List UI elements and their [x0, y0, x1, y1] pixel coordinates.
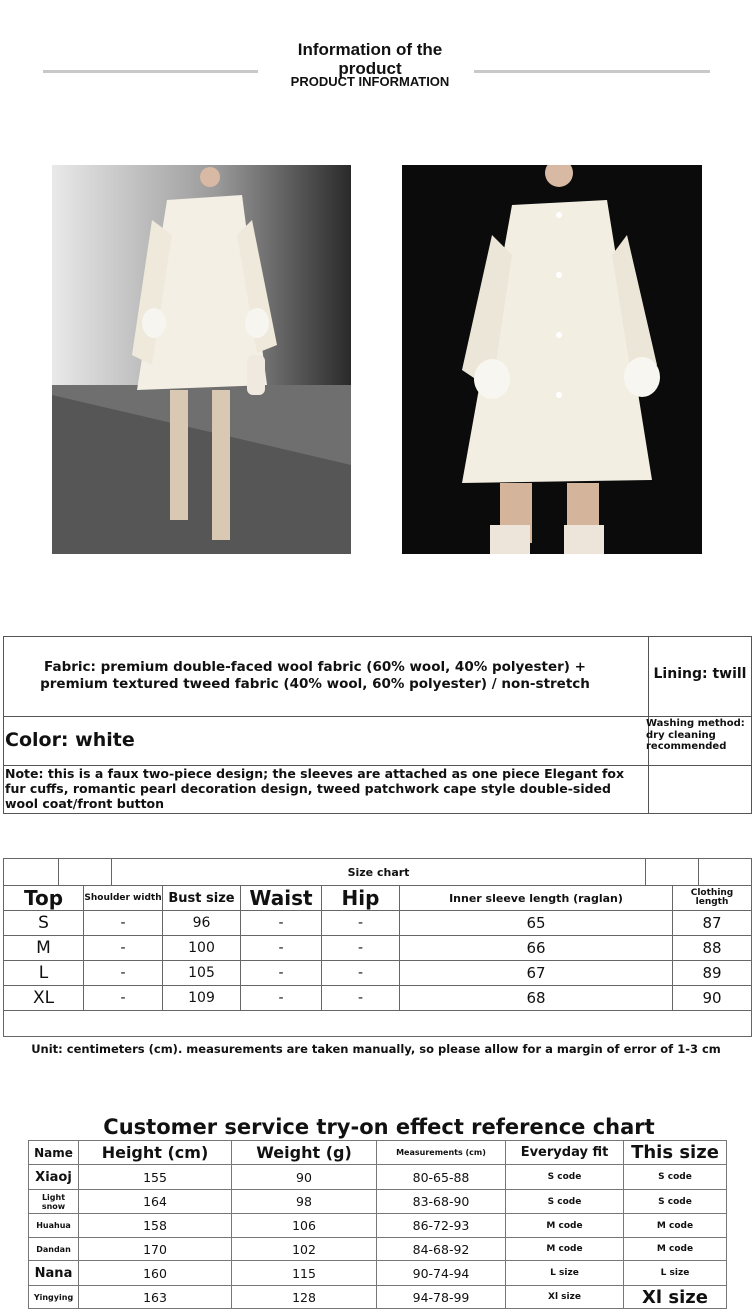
info-lining: Lining: twill [653, 666, 747, 682]
tryon-cell-measurements: 86-72-93 [376, 1213, 506, 1238]
size-col-waist: Waist [240, 885, 322, 911]
tryon-cell-height: 163 [78, 1285, 232, 1309]
size-cell-sleeve: 67 [399, 960, 673, 986]
size-cell-size: M [3, 935, 84, 961]
size-cell-bust: 109 [162, 985, 241, 1011]
tryon-cell-weight: 106 [231, 1213, 377, 1238]
size-cell-length: 90 [672, 985, 752, 1011]
size-cell-shoulder: - [83, 960, 163, 986]
tryon-cell-name: Dandan [28, 1237, 79, 1261]
tryon-cell-everyday-fit: S code [505, 1164, 624, 1190]
tryon-cell-weight: 115 [231, 1260, 377, 1286]
tryon-cell-everyday-fit: Xl size [505, 1285, 624, 1309]
size-cell-shoulder: - [83, 935, 163, 961]
tryon-col-height: Height (cm) [78, 1140, 232, 1165]
info-color: Color: white [5, 729, 135, 751]
tryon-cell-height: 160 [78, 1260, 232, 1286]
tryon-cell-measurements: 94-78-99 [376, 1285, 506, 1309]
tryon-title: Customer service try-on effect reference chart [103, 1115, 655, 1139]
size-cell-hip: - [321, 935, 400, 961]
page-title: Information of the product [297, 40, 443, 78]
tryon-cell-this-size: L size [660, 1268, 690, 1278]
tryon-cell-name: Xiaoj [28, 1164, 79, 1190]
tryon-col-name: Name [28, 1140, 79, 1165]
size-cell-sleeve: 68 [399, 985, 673, 1011]
tryon-col-weight: Weight (g) [231, 1140, 377, 1165]
size-cell-shoulder: - [83, 910, 163, 936]
tryon-cell-name: Nana [28, 1260, 79, 1286]
tryon-col-this-size: This size [623, 1140, 727, 1165]
tryon-cell-weight: 128 [231, 1285, 377, 1309]
tryon-cell-height: 164 [78, 1189, 232, 1214]
size-cell-size: XL [3, 985, 84, 1011]
product-info-table [3, 636, 752, 814]
size-col-bust: Bust size [162, 885, 241, 911]
size-cell-sleeve: 65 [399, 910, 673, 936]
header-rule-right [474, 70, 710, 73]
size-chart-corner-4 [698, 858, 752, 886]
tryon-cell-weight: 90 [231, 1164, 377, 1190]
size-cell-bust: 96 [162, 910, 241, 936]
tryon-cell-this-size: S code [623, 1189, 727, 1214]
tryon-cell-name: Huahua [28, 1213, 79, 1238]
size-cell-size: L [3, 960, 84, 986]
size-cell-hip: - [321, 960, 400, 986]
header-rule-left [43, 70, 258, 73]
tryon-cell-weight: 102 [231, 1237, 377, 1261]
tryon-cell-everyday-fit: S code [505, 1189, 624, 1214]
product-photo-closeup [402, 165, 702, 554]
product-photo-runway [52, 165, 351, 554]
tryon-cell-name: Light snow [28, 1189, 79, 1214]
size-cell-length: 87 [672, 910, 752, 936]
page-subtitle: PRODUCT INFORMATION [290, 74, 450, 89]
info-fabric: Fabric: premium double-faced wool fabric (60% wool, 40% polyester) + premium textured tweed fabric (40% wool, 60% polyester) / non-stretch [40, 659, 590, 692]
tryon-cell-this-size: S code [623, 1164, 727, 1190]
size-cell-waist: - [240, 935, 322, 961]
size-cell-waist: - [240, 985, 322, 1011]
size-cell-waist: - [240, 910, 322, 936]
tryon-cell-measurements: 84-68-92 [376, 1237, 506, 1261]
size-chart-corner-1 [3, 858, 59, 886]
tryon-cell-this-size: M code [623, 1213, 727, 1238]
size-chart-title: Size chart [111, 858, 646, 886]
tryon-cell-this-size: M code [623, 1237, 727, 1261]
size-cell-length: 89 [672, 960, 752, 986]
tryon-cell-everyday-fit: M code [505, 1237, 624, 1261]
tryon-cell-height: 158 [78, 1213, 232, 1238]
size-col-sleeve: Inner sleeve length (raglan) [399, 885, 673, 911]
tryon-cell-this-size: Xl size [623, 1285, 727, 1309]
size-cell-bust: 100 [162, 935, 241, 961]
tryon-cell-weight: 98 [231, 1189, 377, 1214]
tryon-cell-measurements: 80-65-88 [376, 1164, 506, 1190]
size-cell-waist: - [240, 960, 322, 986]
tryon-col-everyday-fit: Everyday fit [505, 1140, 624, 1165]
tryon-cell-height: 170 [78, 1237, 232, 1261]
size-cell-hip: - [321, 985, 400, 1011]
size-chart-corner-2 [58, 858, 112, 886]
size-chart-footer-band [3, 1010, 752, 1037]
size-col-shoulder: Shoulder width [83, 885, 163, 911]
size-chart-corner-3 [645, 858, 699, 886]
size-col-top: Top [3, 885, 84, 911]
info-washing: Washing method: dry cleaning recommended [646, 718, 745, 752]
tryon-cell-measurements: 83-68-90 [376, 1189, 506, 1214]
tryon-cell-measurements: 90-74-94 [376, 1260, 506, 1286]
size-cell-shoulder: - [83, 985, 163, 1011]
tryon-cell-height: 155 [78, 1164, 232, 1190]
tryon-cell-everyday-fit: L size [505, 1260, 624, 1286]
size-cell-bust: 105 [162, 960, 241, 986]
size-chart-note: Unit: centimeters (cm). measurements are taken manually, so please allow for a margin of error of 1-3 cm [31, 1042, 721, 1056]
info-empty-cell [648, 765, 752, 814]
size-col-hip: Hip [321, 885, 400, 911]
info-note: Note: this is a faux two-piece design; the sleeves are attached as one piece Elegant fox fur cuffs, romantic pearl decoration design, tweed patchwork cape style double-sided wool coat/front button [5, 766, 625, 811]
tryon-col-measurements: Measurements (cm) [376, 1140, 506, 1165]
tryon-cell-everyday-fit: M code [505, 1213, 624, 1238]
tryon-cell-name: Yingying [28, 1285, 79, 1309]
size-cell-sleeve: 66 [399, 935, 673, 961]
size-col-length: Clothing length [672, 885, 752, 911]
size-cell-size: S [3, 910, 84, 936]
size-cell-hip: - [321, 910, 400, 936]
size-cell-length: 88 [672, 935, 752, 961]
